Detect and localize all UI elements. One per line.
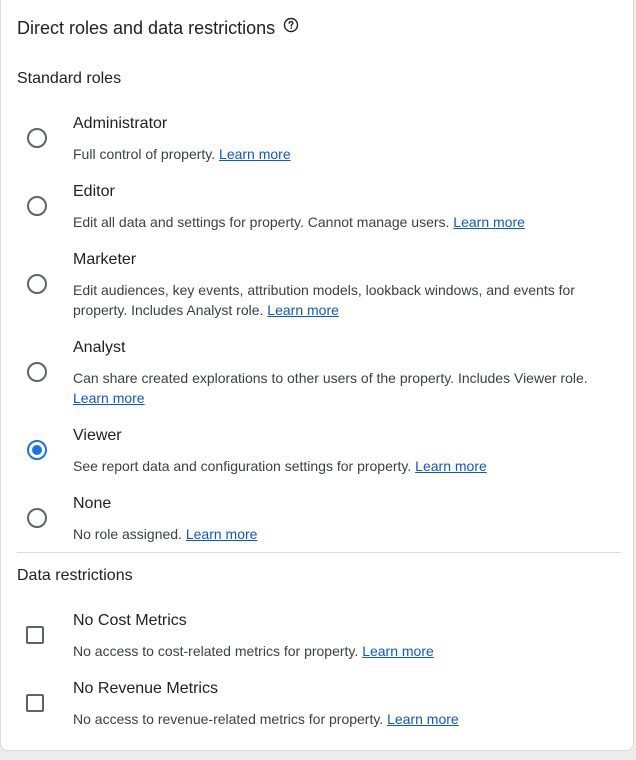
role-label: Viewer [73,427,122,444]
learn-more-link[interactable]: Learn more [219,146,291,162]
role-radio-editor[interactable] [27,196,47,216]
role-radio-analyst[interactable] [27,362,47,382]
learn-more-link[interactable]: Learn more [415,458,487,474]
role-label: Editor [73,183,115,200]
role-radio-administrator[interactable] [27,128,47,148]
restriction-label: No Cost Metrics [73,612,187,629]
section-divider [17,552,621,553]
data-restrictions-heading: Data restrictions [17,567,133,584]
role-description-text: No role assigned. [73,526,182,542]
role-description [73,524,603,544]
role-description [73,212,603,232]
learn-more-link[interactable]: Learn more [267,302,339,318]
standard-roles-heading: Standard roles [17,70,122,87]
learn-more-link[interactable]: Learn more [185,526,258,542]
restriction-checkbox-no-revenue-metrics[interactable] [26,694,44,712]
role-description-text: See report data and configuration settings for property. [73,458,412,474]
role-radio-viewer[interactable] [27,440,47,460]
role-label: Analyst [73,339,126,356]
role-radio-marketer[interactable] [27,274,47,294]
restriction-checkbox-no-cost-metrics[interactable] [26,626,44,644]
learn-more-link[interactable]: Learn more [387,711,459,727]
role-description-text: Edit all data and settings for property. Cannot manage users. [73,214,450,230]
learn-more-link[interactable]: Learn more [453,214,525,230]
role-description-text: Full control of property. [73,146,216,162]
role-label: Marketer [73,251,137,268]
role-description [73,368,603,408]
page-title: Direct roles and data restrictions [17,18,276,38]
role-label: Administrator [73,115,168,132]
role-label: None [73,495,112,512]
learn-more-link[interactable]: Learn more [73,390,145,406]
role-description-text: Can share created explorations to other users of the property. Includes Viewer role. [73,370,588,386]
learn-more-link[interactable]: Learn more [362,643,434,659]
role-description [73,456,603,476]
role-description [73,144,603,164]
restriction-description [73,709,603,729]
help-circle-icon[interactable] [283,17,299,33]
header [17,16,299,40]
restriction-label: No Revenue Metrics [73,680,218,697]
restriction-description [73,641,603,661]
role-description-text: Edit audiences, key events, attribution models, lookback windows, and events for property. Includes Analyst role. [73,282,575,318]
role-description [73,280,603,320]
restriction-description-text: No access to revenue-related metrics for property. [73,711,384,727]
restriction-description-text: No access to cost-related metrics for property. [73,643,359,659]
role-radio-none[interactable] [27,508,47,528]
